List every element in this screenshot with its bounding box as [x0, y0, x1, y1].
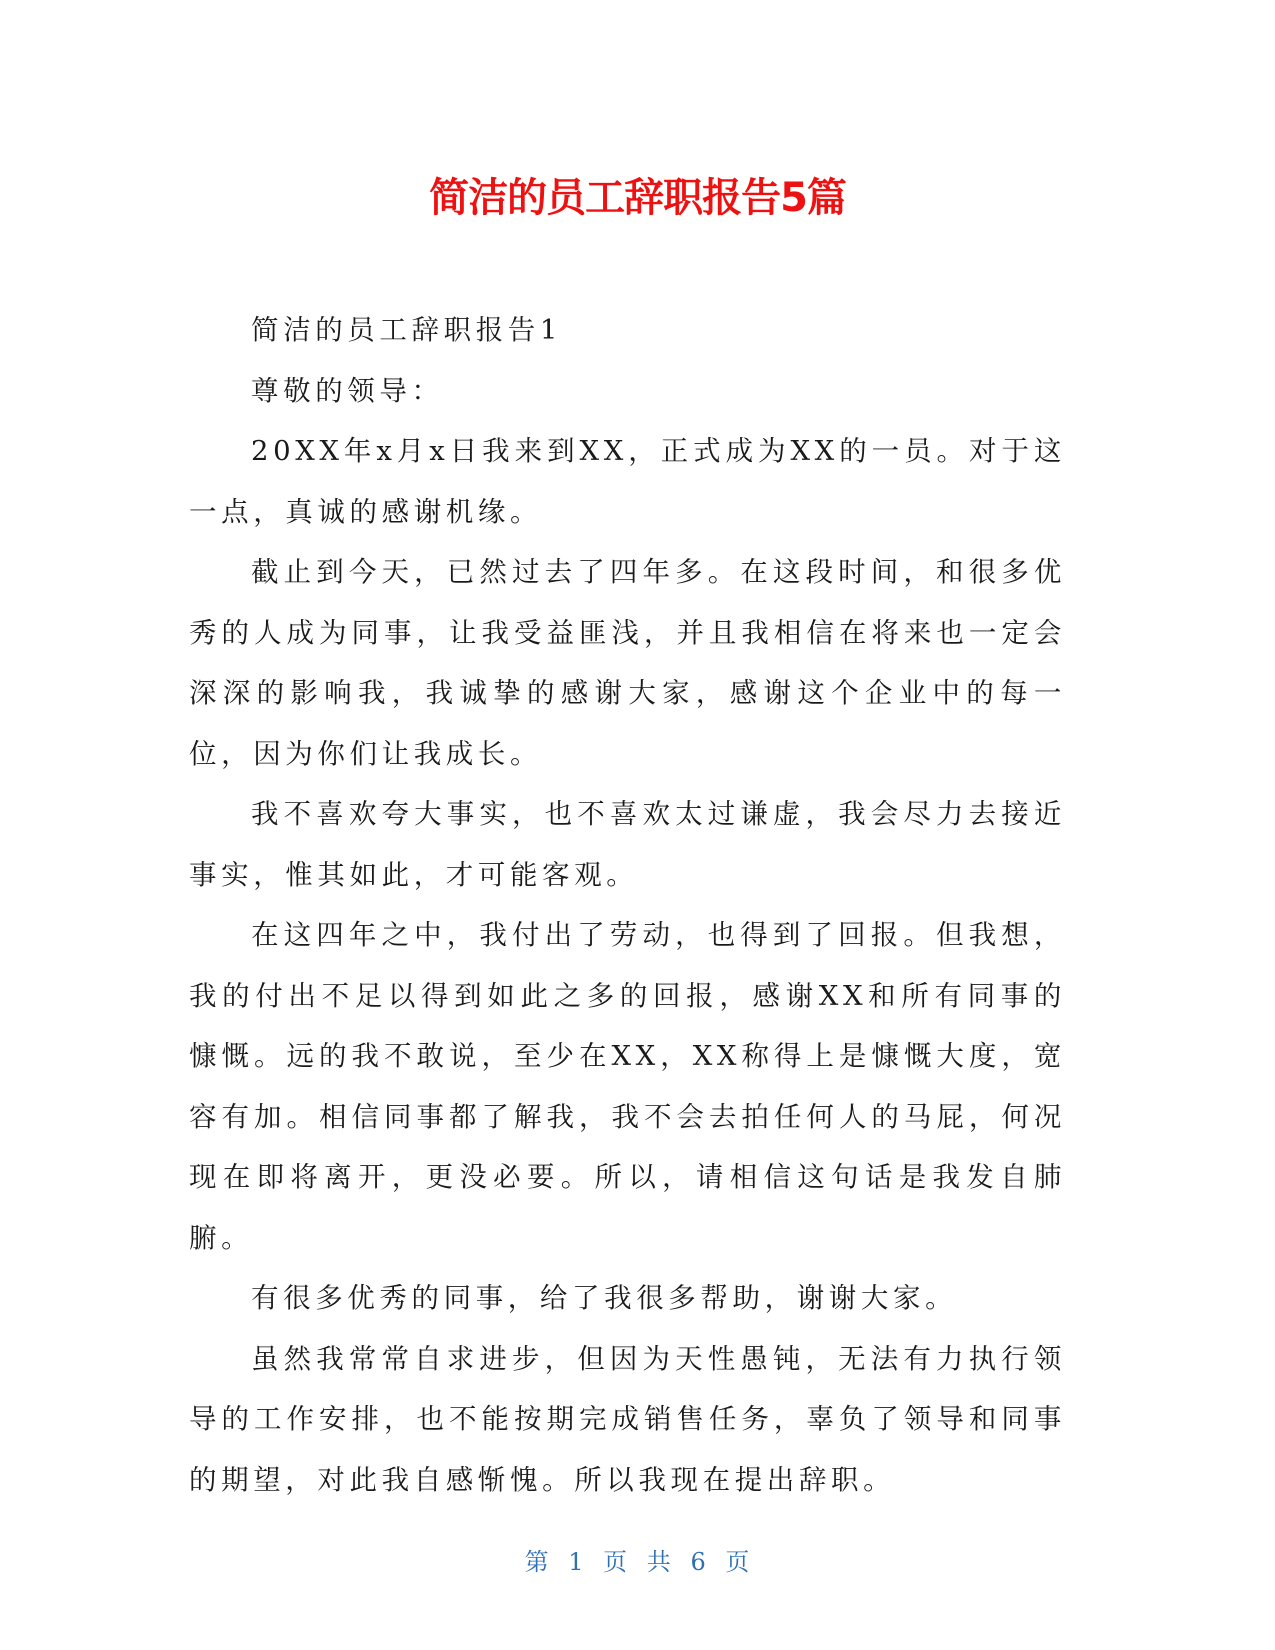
- page-number-footer: 第 1 页 共 6 页: [524, 1548, 751, 1576]
- paragraph-salutation: 尊敬的领导：: [251, 374, 444, 407]
- paragraph-4: 在这四年之中，我付出了劳动，也得到了回报。但我想，我的付出不足以得到如此之多的回报，感谢XX和所有同事的慷慨。远的我不敢说，至少在XX，XX称得上是慷慨大度，宽容有加。相信同事都了解我，我不会去拍任何人的马屁，何况现在即将离开，更没必要。所以，请相信这句话是我发自肺腑。: [189, 919, 1066, 1254]
- paragraph-3: 我不喜欢夸大事实，也不喜欢太过谦虚，我会尽力去接近事实，惟其如此，才可能客观。: [189, 798, 1066, 891]
- document-body: [189, 300, 1066, 1510]
- paragraph-6: 虽然我常常自求进步，但因为天性愚钝，无法有力执行领导的工作安排，也不能按期完成销售任务，辜负了领导和同事的期望，对此我自感惭愧。所以我现在提出辞职。: [189, 1342, 1066, 1496]
- paragraph-section-heading: 简洁的员工辞职报告1: [251, 314, 562, 346]
- paragraph-5: 有很多优秀的同事，给了我很多帮助，谢谢大家。: [251, 1282, 958, 1314]
- paragraph-2: 截止到今天，已然过去了四年多。在这段时间，和很多优秀的人成为同事，让我受益匪浅，并且我相信在将来也一定会深深的影响我，我诚挚的感谢大家，感谢这个企业中的每一位，因为你们让我成长。: [189, 556, 1066, 770]
- paragraph-1: 20XX年x月x日我来到XX，正式成为XX的一员。对于这一点，真诚的感谢机缘。: [189, 435, 1066, 528]
- document-title: 简洁的员工辞职报告5篇: [429, 175, 846, 221]
